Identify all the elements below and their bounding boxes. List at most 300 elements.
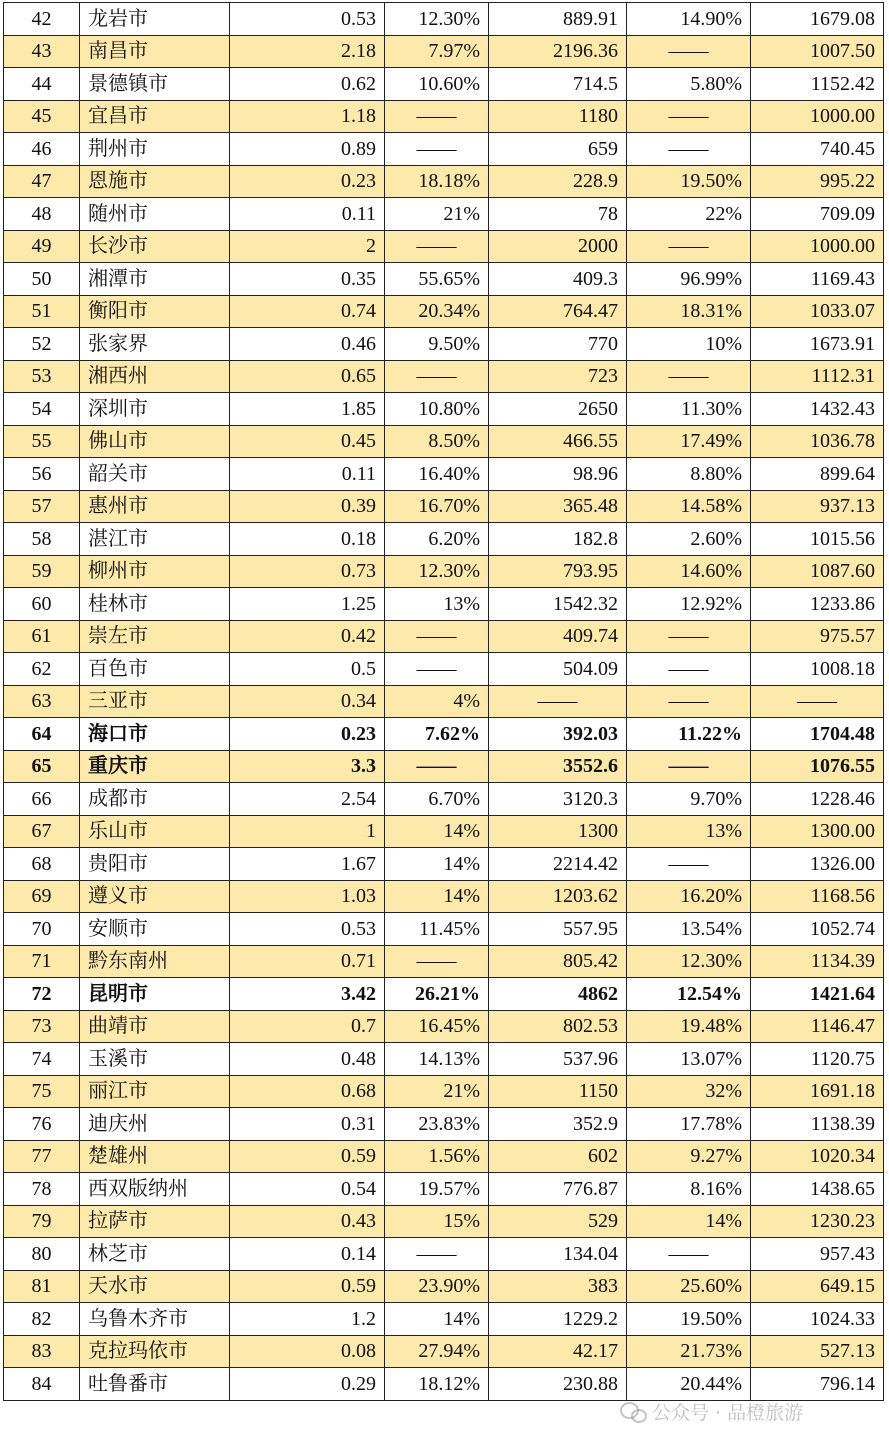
- city-name: 曲靖市: [80, 1010, 230, 1043]
- cell-rate-2: ——: [627, 848, 751, 881]
- cell-value-1: 0.23: [230, 718, 385, 751]
- city-name: 遵义市: [80, 880, 230, 913]
- city-name: 佛山市: [80, 425, 230, 458]
- row-number: 79: [4, 1205, 80, 1238]
- cell-rate-2: 19.50%: [627, 1303, 751, 1336]
- cell-value-1: 0.34: [230, 685, 385, 718]
- cell-rate-1: 13%: [385, 588, 489, 621]
- cell-rate-1: 19.57%: [385, 1173, 489, 1206]
- table-row: [4, 848, 884, 881]
- row-number: 48: [4, 198, 80, 231]
- city-name: 海口市: [80, 718, 230, 751]
- cell-value-1: 0.31: [230, 1108, 385, 1141]
- cell-value-3: 1300.00: [751, 815, 884, 848]
- row-number: 80: [4, 1238, 80, 1271]
- cell-value-1: 0.29: [230, 1368, 385, 1401]
- row-number: 83: [4, 1335, 80, 1368]
- cell-rate-2: 2.60%: [627, 523, 751, 556]
- city-name: 景德镇市: [80, 68, 230, 101]
- cell-value-2: 1300: [489, 815, 627, 848]
- cell-value-3: 1024.33: [751, 1303, 884, 1336]
- cell-rate-1: 12.30%: [385, 555, 489, 588]
- cell-value-3: 1000.00: [751, 230, 884, 263]
- cell-rate-2: 32%: [627, 1075, 751, 1108]
- row-number: 46: [4, 133, 80, 166]
- cell-value-3: 1230.23: [751, 1205, 884, 1238]
- city-name: 吐鲁番市: [80, 1368, 230, 1401]
- city-name: 林芝市: [80, 1238, 230, 1271]
- cell-value-2: 2196.36: [489, 35, 627, 68]
- city-name: 安顺市: [80, 913, 230, 946]
- city-name: 西双版纳州: [80, 1173, 230, 1206]
- cell-rate-2: 16.20%: [627, 880, 751, 913]
- table-row: [4, 360, 884, 393]
- cell-rate-1: 18.18%: [385, 165, 489, 198]
- cell-value-1: 2: [230, 230, 385, 263]
- cell-value-1: 0.7: [230, 1010, 385, 1043]
- cell-rate-2: 17.78%: [627, 1108, 751, 1141]
- city-name: 龙岩市: [80, 3, 230, 36]
- city-name: 重庆市: [80, 750, 230, 783]
- row-number: 44: [4, 68, 80, 101]
- row-number: 58: [4, 523, 80, 556]
- cell-rate-2: 96.99%: [627, 263, 751, 296]
- cell-rate-1: ——: [385, 945, 489, 978]
- cell-rate-1: 27.94%: [385, 1335, 489, 1368]
- cell-rate-1: ——: [385, 230, 489, 263]
- cell-rate-1: 11.45%: [385, 913, 489, 946]
- cell-rate-1: ——: [385, 1238, 489, 1271]
- table-row: [4, 750, 884, 783]
- cell-rate-2: 22%: [627, 198, 751, 231]
- cell-rate-2: ——: [627, 133, 751, 166]
- cell-value-1: 1.25: [230, 588, 385, 621]
- cell-rate-2: 9.70%: [627, 783, 751, 816]
- cell-rate-1: 14%: [385, 815, 489, 848]
- row-number: 57: [4, 490, 80, 523]
- city-name: 黔东南州: [80, 945, 230, 978]
- row-number: 69: [4, 880, 80, 913]
- cell-value-2: 770: [489, 328, 627, 361]
- city-name: 随州市: [80, 198, 230, 231]
- cell-value-2: 793.95: [489, 555, 627, 588]
- row-number: 84: [4, 1368, 80, 1401]
- cell-rate-2: 19.50%: [627, 165, 751, 198]
- city-name: 衡阳市: [80, 295, 230, 328]
- cell-rate-2: 14.60%: [627, 555, 751, 588]
- table-row: [4, 1075, 884, 1108]
- city-name: 荆州市: [80, 133, 230, 166]
- cell-value-3: 649.15: [751, 1270, 884, 1303]
- row-number: 45: [4, 100, 80, 133]
- cell-rate-2: 25.60%: [627, 1270, 751, 1303]
- cell-value-3: 957.43: [751, 1238, 884, 1271]
- city-name: 贵阳市: [80, 848, 230, 881]
- cell-rate-1: 21%: [385, 1075, 489, 1108]
- cell-value-3: 1152.42: [751, 68, 884, 101]
- city-name: 天水市: [80, 1270, 230, 1303]
- cell-value-3: 1000.00: [751, 100, 884, 133]
- cell-value-1: 1.85: [230, 393, 385, 426]
- city-name: 桂林市: [80, 588, 230, 621]
- cell-value-3: 1015.56: [751, 523, 884, 556]
- row-number: 67: [4, 815, 80, 848]
- city-name: 百色市: [80, 653, 230, 686]
- cell-rate-2: ——: [627, 35, 751, 68]
- cell-rate-2: 9.27%: [627, 1140, 751, 1173]
- cell-rate-1: ——: [385, 360, 489, 393]
- city-name: 湘潭市: [80, 263, 230, 296]
- cell-value-3: 1228.46: [751, 783, 884, 816]
- cell-value-3: 1008.18: [751, 653, 884, 686]
- cell-value-1: 1.2: [230, 1303, 385, 1336]
- table-row: [4, 3, 884, 36]
- cell-value-3: 1087.60: [751, 555, 884, 588]
- watermark-text: 公众号 · 品橙旅游: [652, 1402, 804, 1424]
- cell-rate-2: 13%: [627, 815, 751, 848]
- cell-rate-2: 11.30%: [627, 393, 751, 426]
- data-table: [3, 2, 884, 1401]
- cell-rate-2: 14.90%: [627, 3, 751, 36]
- row-number: 55: [4, 425, 80, 458]
- wechat-icon: [620, 1401, 646, 1423]
- cell-value-1: 0.5: [230, 653, 385, 686]
- cell-rate-1: 20.34%: [385, 295, 489, 328]
- cell-value-2: 1229.2: [489, 1303, 627, 1336]
- cell-rate-1: 10.60%: [385, 68, 489, 101]
- cell-value-3: 1146.47: [751, 1010, 884, 1043]
- cell-value-3: 1326.00: [751, 848, 884, 881]
- cell-value-1: 0.74: [230, 295, 385, 328]
- cell-value-2: 776.87: [489, 1173, 627, 1206]
- row-number: 60: [4, 588, 80, 621]
- table-row: [4, 815, 884, 848]
- cell-value-1: 0.53: [230, 3, 385, 36]
- table-row: [4, 523, 884, 556]
- cell-rate-2: 21.73%: [627, 1335, 751, 1368]
- table-row: [4, 783, 884, 816]
- cell-rate-2: ——: [627, 360, 751, 393]
- cell-value-1: 0.62: [230, 68, 385, 101]
- row-number: 47: [4, 165, 80, 198]
- cell-value-1: 1: [230, 815, 385, 848]
- cell-rate-2: ——: [627, 653, 751, 686]
- cell-value-1: 3.42: [230, 978, 385, 1011]
- table-row: [4, 620, 884, 653]
- row-number: 62: [4, 653, 80, 686]
- cell-value-2: 3120.3: [489, 783, 627, 816]
- cell-value-2: 2000: [489, 230, 627, 263]
- cell-rate-1: 14.13%: [385, 1043, 489, 1076]
- cell-value-3: 899.64: [751, 458, 884, 491]
- cell-value-2: 504.09: [489, 653, 627, 686]
- table-row: [4, 1303, 884, 1336]
- table-row: [4, 458, 884, 491]
- cell-rate-1: 6.20%: [385, 523, 489, 556]
- cell-rate-1: 16.70%: [385, 490, 489, 523]
- cell-value-1: 0.73: [230, 555, 385, 588]
- cell-value-1: 0.89: [230, 133, 385, 166]
- cell-rate-1: 18.12%: [385, 1368, 489, 1401]
- cell-rate-1: 6.70%: [385, 783, 489, 816]
- cell-rate-1: 12.30%: [385, 3, 489, 36]
- city-name: 湛江市: [80, 523, 230, 556]
- cell-value-3: 709.09: [751, 198, 884, 231]
- cell-value-2: 4862: [489, 978, 627, 1011]
- row-number: 61: [4, 620, 80, 653]
- city-name: 深圳市: [80, 393, 230, 426]
- cell-value-2: 3552.6: [489, 750, 627, 783]
- cell-rate-1: 26.21%: [385, 978, 489, 1011]
- table-row: [4, 328, 884, 361]
- cell-rate-2: ——: [627, 620, 751, 653]
- row-number: 76: [4, 1108, 80, 1141]
- row-number: 42: [4, 3, 80, 36]
- cell-value-3: 796.14: [751, 1368, 884, 1401]
- row-number: 49: [4, 230, 80, 263]
- cell-value-2: 537.96: [489, 1043, 627, 1076]
- cell-value-2: 409.3: [489, 263, 627, 296]
- table-row: [4, 230, 884, 263]
- cell-value-2: 1180: [489, 100, 627, 133]
- cell-rate-2: 19.48%: [627, 1010, 751, 1043]
- table-row: [4, 100, 884, 133]
- city-name: 湘西州: [80, 360, 230, 393]
- city-name: 乐山市: [80, 815, 230, 848]
- row-number: 59: [4, 555, 80, 588]
- cell-value-1: 0.43: [230, 1205, 385, 1238]
- row-number: 77: [4, 1140, 80, 1173]
- cell-value-3: 1233.86: [751, 588, 884, 621]
- row-number: 82: [4, 1303, 80, 1336]
- city-name: 拉萨市: [80, 1205, 230, 1238]
- cell-rate-1: 8.50%: [385, 425, 489, 458]
- table-row: [4, 978, 884, 1011]
- cell-rate-1: 7.97%: [385, 35, 489, 68]
- cell-value-1: 0.11: [230, 198, 385, 231]
- cell-value-1: 0.11: [230, 458, 385, 491]
- row-number: 65: [4, 750, 80, 783]
- cell-value-1: 0.54: [230, 1173, 385, 1206]
- row-number: 68: [4, 848, 80, 881]
- city-name: 昆明市: [80, 978, 230, 1011]
- table-row: [4, 880, 884, 913]
- cell-value-1: 0.71: [230, 945, 385, 978]
- cell-rate-2: 13.54%: [627, 913, 751, 946]
- cell-value-2: 1542.32: [489, 588, 627, 621]
- cell-rate-2: 8.16%: [627, 1173, 751, 1206]
- cell-value-1: 0.42: [230, 620, 385, 653]
- table-body: [4, 3, 884, 1401]
- row-number: 51: [4, 295, 80, 328]
- row-number: 81: [4, 1270, 80, 1303]
- cell-rate-1: 14%: [385, 848, 489, 881]
- table-row: [4, 588, 884, 621]
- cell-rate-2: 11.22%: [627, 718, 751, 751]
- cell-rate-1: 23.83%: [385, 1108, 489, 1141]
- cell-value-2: 2214.42: [489, 848, 627, 881]
- cell-rate-1: 14%: [385, 880, 489, 913]
- cell-value-3: 1020.34: [751, 1140, 884, 1173]
- row-number: 43: [4, 35, 80, 68]
- cell-rate-2: 12.54%: [627, 978, 751, 1011]
- cell-rate-1: ——: [385, 100, 489, 133]
- table-row: [4, 945, 884, 978]
- cell-value-3: 527.13: [751, 1335, 884, 1368]
- cell-rate-1: 15%: [385, 1205, 489, 1238]
- cell-value-2: 392.03: [489, 718, 627, 751]
- city-name: 宜昌市: [80, 100, 230, 133]
- cell-value-2: 1203.62: [489, 880, 627, 913]
- cell-rate-1: ——: [385, 620, 489, 653]
- cell-rate-1: ——: [385, 750, 489, 783]
- cell-value-3: 1036.78: [751, 425, 884, 458]
- cell-rate-1: 4%: [385, 685, 489, 718]
- cell-value-3: 1673.91: [751, 328, 884, 361]
- cell-value-1: 3.3: [230, 750, 385, 783]
- city-name: 韶关市: [80, 458, 230, 491]
- table-row: [4, 295, 884, 328]
- city-name: 恩施市: [80, 165, 230, 198]
- cell-rate-2: 10%: [627, 328, 751, 361]
- cell-value-1: 2.18: [230, 35, 385, 68]
- cell-rate-2: 20.44%: [627, 1368, 751, 1401]
- cell-value-1: 1.03: [230, 880, 385, 913]
- cell-value-1: 0.48: [230, 1043, 385, 1076]
- cell-value-1: 0.18: [230, 523, 385, 556]
- cell-value-1: 0.08: [230, 1335, 385, 1368]
- cell-value-1: 0.59: [230, 1140, 385, 1173]
- table-row: [4, 68, 884, 101]
- cell-value-3: 1007.50: [751, 35, 884, 68]
- table-row: [4, 913, 884, 946]
- cell-rate-1: ——: [385, 133, 489, 166]
- cell-value-2: 182.8: [489, 523, 627, 556]
- cell-value-1: 2.54: [230, 783, 385, 816]
- cell-rate-1: 1.56%: [385, 1140, 489, 1173]
- cell-rate-2: ——: [627, 100, 751, 133]
- table-row: [4, 35, 884, 68]
- table-row: [4, 1270, 884, 1303]
- row-number: 78: [4, 1173, 80, 1206]
- city-name: 丽江市: [80, 1075, 230, 1108]
- cell-value-1: 0.14: [230, 1238, 385, 1271]
- row-number: 74: [4, 1043, 80, 1076]
- cell-value-1: 0.46: [230, 328, 385, 361]
- table-row: [4, 165, 884, 198]
- cell-rate-1: ——: [385, 653, 489, 686]
- table-row: [4, 1043, 884, 1076]
- city-name: 长沙市: [80, 230, 230, 263]
- cell-value-2: 1150: [489, 1075, 627, 1108]
- table-row: [4, 490, 884, 523]
- cell-rate-2: 14%: [627, 1205, 751, 1238]
- table-row: [4, 393, 884, 426]
- cell-value-2: 365.48: [489, 490, 627, 523]
- cell-value-1: 0.35: [230, 263, 385, 296]
- cell-rate-2: 14.58%: [627, 490, 751, 523]
- cell-value-2: 383: [489, 1270, 627, 1303]
- row-number: 53: [4, 360, 80, 393]
- table-row: [4, 425, 884, 458]
- cell-value-3: 1438.65: [751, 1173, 884, 1206]
- cell-rate-1: 16.45%: [385, 1010, 489, 1043]
- cell-rate-1: 16.40%: [385, 458, 489, 491]
- cell-value-3: 1134.39: [751, 945, 884, 978]
- cell-value-2: 42.17: [489, 1335, 627, 1368]
- cell-value-1: 0.45: [230, 425, 385, 458]
- cell-rate-2: 5.80%: [627, 68, 751, 101]
- cell-value-3: 975.57: [751, 620, 884, 653]
- cell-rate-2: ——: [627, 685, 751, 718]
- row-number: 72: [4, 978, 80, 1011]
- cell-rate-1: 55.65%: [385, 263, 489, 296]
- cell-value-3: 1112.31: [751, 360, 884, 393]
- cell-rate-1: 23.90%: [385, 1270, 489, 1303]
- cell-value-3: 1052.74: [751, 913, 884, 946]
- cell-value-2: 98.96: [489, 458, 627, 491]
- cell-rate-2: ——: [627, 750, 751, 783]
- city-name: 迪庆州: [80, 1108, 230, 1141]
- cell-value-3: 1168.56: [751, 880, 884, 913]
- table-row: [4, 685, 884, 718]
- row-number: 50: [4, 263, 80, 296]
- cell-rate-2: 8.80%: [627, 458, 751, 491]
- table-row: [4, 653, 884, 686]
- city-name: 张家界: [80, 328, 230, 361]
- cell-value-3: 937.13: [751, 490, 884, 523]
- cell-rate-2: 12.30%: [627, 945, 751, 978]
- cell-value-1: 0.39: [230, 490, 385, 523]
- cell-value-2: 228.9: [489, 165, 627, 198]
- cell-value-1: 0.53: [230, 913, 385, 946]
- cell-rate-2: 18.31%: [627, 295, 751, 328]
- row-number: 73: [4, 1010, 80, 1043]
- city-name: 柳州市: [80, 555, 230, 588]
- cell-value-2: 466.55: [489, 425, 627, 458]
- table-row: [4, 1238, 884, 1271]
- table-row: [4, 1368, 884, 1401]
- cell-value-2: 889.91: [489, 3, 627, 36]
- city-name: 南昌市: [80, 35, 230, 68]
- table-row: [4, 1205, 884, 1238]
- row-number: 54: [4, 393, 80, 426]
- cell-value-2: 2650: [489, 393, 627, 426]
- cell-value-3: 740.45: [751, 133, 884, 166]
- cell-rate-1: 9.50%: [385, 328, 489, 361]
- cell-value-2: 230.88: [489, 1368, 627, 1401]
- cell-value-3: 1704.48: [751, 718, 884, 751]
- table-row: [4, 133, 884, 166]
- cell-value-2: 557.95: [489, 913, 627, 946]
- cell-rate-2: 13.07%: [627, 1043, 751, 1076]
- cell-rate-1: 21%: [385, 198, 489, 231]
- cell-value-2: 714.5: [489, 68, 627, 101]
- row-number: 63: [4, 685, 80, 718]
- cell-value-2: 602: [489, 1140, 627, 1173]
- row-number: 75: [4, 1075, 80, 1108]
- city-name: 崇左市: [80, 620, 230, 653]
- table-row: [4, 718, 884, 751]
- row-number: 52: [4, 328, 80, 361]
- cell-value-2: 659: [489, 133, 627, 166]
- row-number: 66: [4, 783, 80, 816]
- cell-rate-1: 7.62%: [385, 718, 489, 751]
- city-name: 三亚市: [80, 685, 230, 718]
- table-row: [4, 1010, 884, 1043]
- cell-value-1: 1.67: [230, 848, 385, 881]
- cell-value-2: 78: [489, 198, 627, 231]
